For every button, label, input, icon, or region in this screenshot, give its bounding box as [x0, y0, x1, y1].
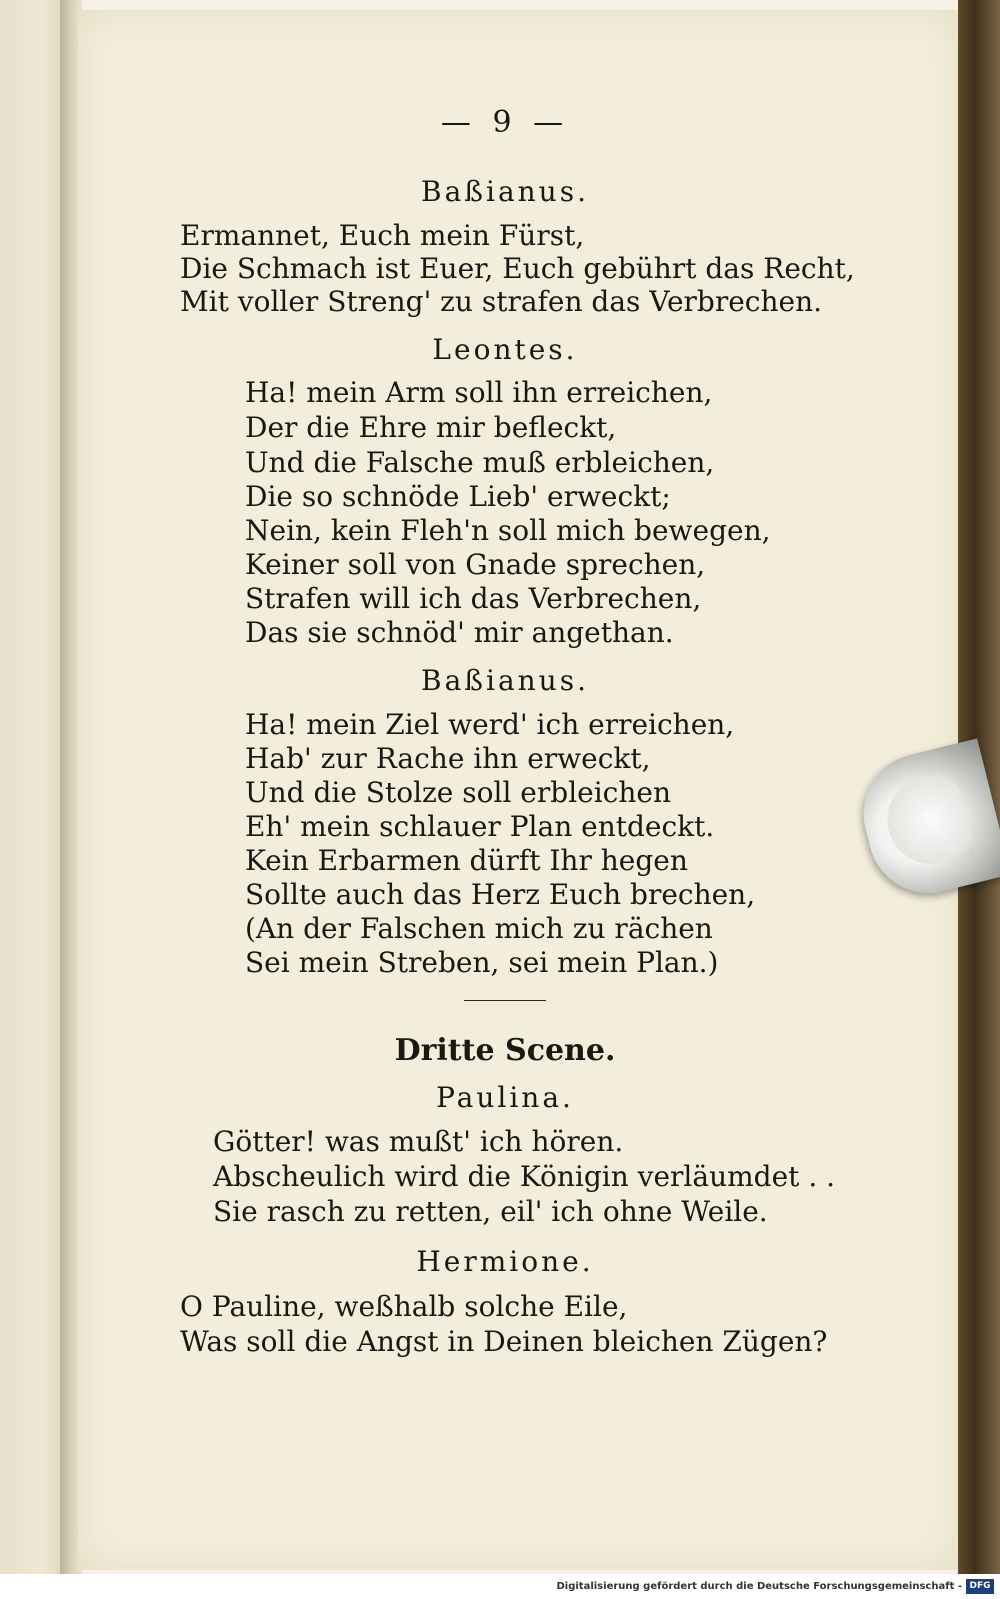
verse-line: Ha! mein Ziel werd' ich erreichen,: [245, 708, 735, 741]
verse-line: Und die Falsche muß erbleichen,: [245, 446, 715, 479]
verse-line: Nein, kein Fleh'n soll mich bewegen,: [245, 514, 771, 547]
verse-line: Die so schnöde Lieb' erweckt;: [245, 480, 671, 513]
verse-line: Abscheulich wird die Königin verläumdet . .: [213, 1160, 836, 1193]
verse-line: (An der Falschen mich zu rächen: [245, 912, 713, 945]
verse-line: Hab' zur Rache ihn erweckt,: [245, 742, 651, 775]
speaker-paulina: Paulina.: [436, 1081, 574, 1114]
verse-line: Die Schmach ist Euer, Euch gebührt das Recht,: [180, 252, 855, 285]
verse-line: Ermannet, Euch mein Fürst,: [180, 219, 585, 252]
scene-title: Dritte Scene.: [394, 1033, 616, 1068]
verse-line: Sei mein Streben, sei mein Plan.): [245, 946, 719, 979]
speaker-bassianus: Baßianus.: [421, 175, 589, 208]
verse-line: O Pauline, weßhalb solche Eile,: [180, 1290, 628, 1323]
verse-line: Und die Stolze soll erbleichen: [245, 776, 671, 809]
digitization-credit: Digitalisierung gefördert durch die Deutsche Forschungsgemeinschaft -: [556, 1581, 962, 1592]
verse-line: Das sie schnöd' mir angethan.: [245, 616, 674, 649]
verse-line: Sie rasch zu retten, eil' ich ohne Weile.: [213, 1195, 768, 1228]
dfg-logo: DFG: [966, 1579, 994, 1594]
verse-line: Götter! was mußt' ich hören.: [213, 1125, 624, 1158]
speaker-bassianus: Baßianus.: [421, 664, 589, 697]
verse-line: Strafen will ich das Verbrechen,: [245, 582, 702, 615]
verse-line: Keiner soll von Gnade sprechen,: [245, 548, 706, 581]
speaker-leontes: Leontes.: [432, 333, 578, 366]
verse-line: Kein Erbarmen dürft Ihr hegen: [245, 844, 688, 877]
verse-line: Ha! mein Arm soll ihn erreichen,: [245, 376, 713, 409]
verse-line: Der die Ehre mir befleckt,: [245, 411, 617, 444]
verse-line: Was soll die Angst in Deinen bleichen Zügen?: [180, 1325, 828, 1358]
speaker-hermione: Hermione.: [416, 1245, 594, 1278]
scene-divider: [464, 1000, 546, 1001]
verse-line: Eh' mein schlauer Plan entdeckt.: [245, 810, 715, 843]
page-number: — 9 —: [440, 105, 570, 140]
verse-line: Mit voller Streng' zu strafen das Verbrechen.: [180, 285, 823, 318]
verse-line: Sollte auch das Herz Euch brechen,: [245, 878, 756, 911]
